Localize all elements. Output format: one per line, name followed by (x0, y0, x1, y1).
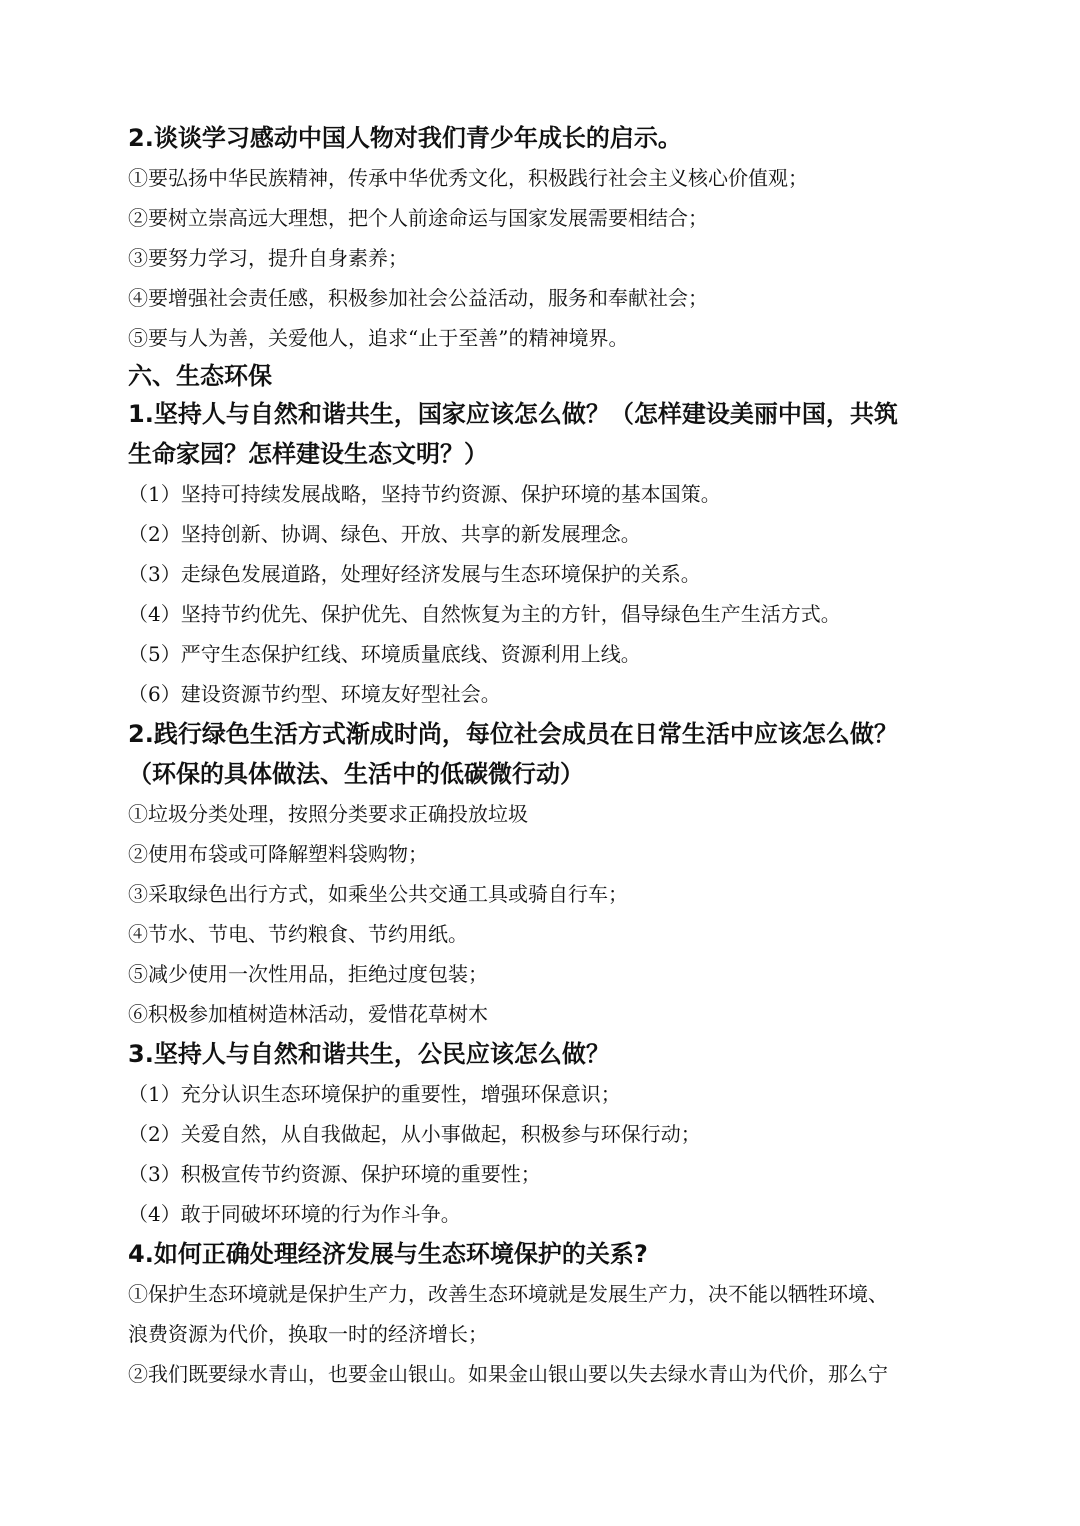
answer-item: （5）严守生态保护红线、环境质量底线、资源利用上线。 (128, 642, 641, 666)
question-title-continued: 生命家园？怎样建设生态文明？） (128, 440, 488, 468)
answer-item: ②要树立崇高远大理想，把个人前途命运与国家发展需要相结合； (128, 206, 708, 230)
question-title: 1.坚持人与自然和谐共生，国家应该怎么做？（怎样建设美丽中国，共筑 (128, 400, 898, 428)
answer-item: ③要努力学习，提升自身素养； (128, 246, 408, 270)
answer-item: （6）建设资源节约型、环境友好型社会。 (128, 682, 501, 706)
answer-item: （4）坚持节约优先、保护优先、自然恢复为主的方针，倡导绿色生产生活方式。 (128, 602, 841, 626)
answer-item: ④节水、节电、节约粮食、节约用纸。 (128, 922, 468, 946)
answer-item: ①要弘扬中华民族精神，传承中华优秀文化，积极践行社会主义核心价值观； (128, 166, 808, 190)
section-heading: 六、生态环保 (128, 362, 272, 390)
answer-item: ③采取绿色出行方式，如乘坐公共交通工具或骑自行车； (128, 882, 628, 906)
answer-item: （1）充分认识生态环境保护的重要性，增强环保意识； (128, 1082, 621, 1106)
answer-item: ①垃圾分类处理，按照分类要求正确投放垃圾 (128, 802, 528, 826)
answer-item: ⑤减少使用一次性用品，拒绝过度包装； (128, 962, 488, 986)
answer-item: （1）坚持可持续发展战略，坚持节约资源、保护环境的基本国策。 (128, 482, 721, 506)
answer-item: ②我们既要绿水青山，也要金山银山。如果金山银山要以失去绿水青山为代价，那么宁 (128, 1362, 888, 1386)
question-title: 4.如何正确处理经济发展与生态环境保护的关系? (128, 1240, 648, 1268)
answer-item: ①保护生态环境就是保护生产力，改善生态环境就是发展生产力，决不能以牺牲环境、 (128, 1282, 888, 1306)
answer-item-continued: 浪费资源为代价，换取一时的经济增长； (128, 1322, 488, 1346)
answer-item: ④要增强社会责任感，积极参加社会公益活动，服务和奉献社会； (128, 286, 708, 310)
answer-item: （2）关爱自然，从自我做起，从小事做起，积极参与环保行动； (128, 1122, 701, 1146)
answer-item: ②使用布袋或可降解塑料袋购物； (128, 842, 428, 866)
question-title: 2.践行绿色生活方式渐成时尚，每位社会成员在日常生活中应该怎么做？ (128, 720, 898, 748)
question-title-continued: （环保的具体做法、生活中的低碳微行动） (128, 760, 584, 788)
answer-item: （3）积极宣传节约资源、保护环境的重要性； (128, 1162, 541, 1186)
answer-item: （2）坚持创新、协调、绿色、开放、共享的新发展理念。 (128, 522, 641, 546)
question-title: 2.谈谈学习感动中国人物对我们青少年成长的启示。 (128, 124, 682, 152)
answer-item: （3）走绿色发展道路，处理好经济发展与生态环境保护的关系。 (128, 562, 701, 586)
question-title: 3.坚持人与自然和谐共生，公民应该怎么做？ (128, 1040, 610, 1068)
answer-item: ⑤要与人为善，关爱他人，追求“止于至善”的精神境界。 (128, 326, 629, 350)
document-content (128, 118, 958, 1394)
answer-item: ⑥积极参加植树造林活动，爱惜花草树木 (128, 1002, 488, 1026)
answer-item: （4）敢于同破坏环境的行为作斗争。 (128, 1202, 461, 1226)
